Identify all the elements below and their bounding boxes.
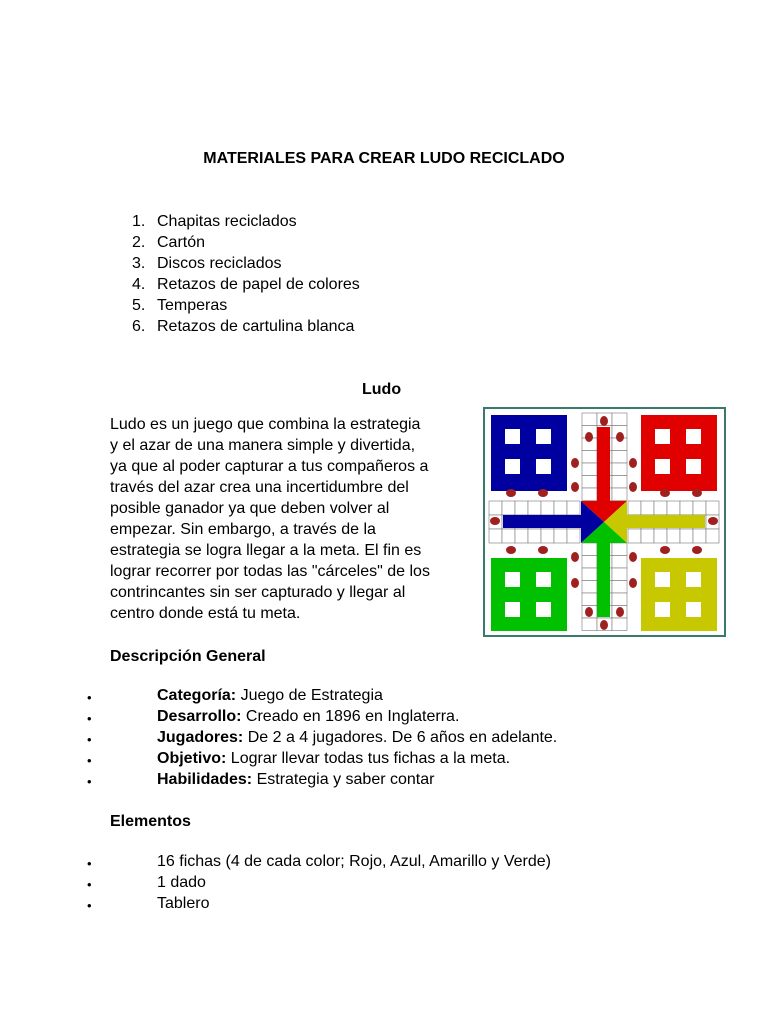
track-cell <box>706 529 719 543</box>
list-item: 1. Chapitas reciclados <box>132 213 297 230</box>
track-cell <box>667 501 680 515</box>
ludo-heading: Ludo <box>362 381 402 398</box>
list-item: Objetivo: Lograr llevar todas tus fichas a la meta. <box>157 750 511 767</box>
list-item: 2. Cartón <box>132 234 206 251</box>
elementos-heading: Elementos <box>110 813 191 830</box>
paragraph-line: posible ganador ya que deben volver al <box>110 500 390 517</box>
track-cell <box>612 556 627 569</box>
track-cell <box>582 463 597 476</box>
track-cell <box>582 581 597 594</box>
track-cell <box>489 529 502 543</box>
track-cell <box>612 581 627 594</box>
bullet-icon: • <box>87 753 92 768</box>
paragraph-line: estrategia se logra llegar a la meta. El fin es <box>110 542 422 559</box>
track-cell <box>612 618 627 631</box>
list-item: Desarrollo: Creado en 1896 en Inglaterra. <box>157 708 460 725</box>
track-cell <box>541 529 554 543</box>
track-cell <box>582 593 597 606</box>
track-cell <box>582 556 597 569</box>
blue-home <box>491 415 567 491</box>
track-cell <box>612 463 627 476</box>
track-cell <box>612 543 627 556</box>
list-item: 6. Retazos de cartulina blanca <box>132 318 355 335</box>
paragraph-line: Ludo es un juego que combina la estrategia <box>110 416 421 433</box>
track-cell <box>582 568 597 581</box>
list-item: Categoría: Juego de Estrategia <box>157 687 383 704</box>
track-cell <box>612 451 627 464</box>
bullet-icon: • <box>87 898 92 913</box>
track-cell <box>654 529 667 543</box>
descripcion-heading: Descripción General <box>110 648 266 665</box>
track-cell <box>582 451 597 464</box>
list-item: 16 fichas (4 de cada color; Rojo, Azul, Amarillo y Verde) <box>157 853 551 870</box>
list-item: 3. Discos reciclados <box>132 255 282 272</box>
track-cell <box>541 501 554 515</box>
list-item: 1 dado <box>157 874 206 891</box>
track-cell <box>628 529 641 543</box>
bullet-icon: • <box>87 774 92 789</box>
green-lane <box>597 539 610 617</box>
paragraph-line: y el azar de una manera simple y divertida, <box>110 437 416 454</box>
track-cell <box>628 501 641 515</box>
track-cell <box>693 529 706 543</box>
track-cell <box>502 529 515 543</box>
blue-lane <box>503 515 581 528</box>
track-cell <box>641 529 654 543</box>
track-cell <box>654 501 667 515</box>
track-cell <box>582 543 597 556</box>
track-cell <box>612 413 627 426</box>
track-cell <box>528 529 541 543</box>
list-item: 5. Temperas <box>132 297 228 314</box>
track-cell <box>706 501 719 515</box>
paragraph-line: través del azar crea una incertidumbre del <box>110 479 409 496</box>
yellow-home <box>641 558 717 631</box>
ludo-board-image <box>483 407 726 637</box>
list-item: Jugadores: De 2 a 4 jugadores. De 6 años en adelante. <box>157 729 558 746</box>
track-cell <box>667 529 680 543</box>
list-item: 4. Retazos de papel de colores <box>132 276 360 293</box>
bullet-icon: • <box>87 877 92 892</box>
list-item: Habilidades: Estrategia y saber contar <box>157 771 435 788</box>
track-cell <box>582 413 597 426</box>
bullet-icon: • <box>87 711 92 726</box>
yellow-lane <box>627 515 705 528</box>
track-cell <box>680 501 693 515</box>
bullet-icon: • <box>87 856 92 871</box>
track-cell <box>582 488 597 501</box>
track-cell <box>612 568 627 581</box>
track-cell <box>489 501 502 515</box>
track-cell <box>515 501 528 515</box>
track-cell <box>693 501 706 515</box>
red-home <box>641 415 717 491</box>
red-lane <box>597 427 610 505</box>
track-cell <box>515 529 528 543</box>
track-cell <box>502 501 515 515</box>
paragraph-line: contrincantes sin ser capturado y llegar al <box>110 584 406 601</box>
track-cell <box>567 529 580 543</box>
paragraph-line: lograr recorrer por todas las "cárceles" de los <box>110 563 430 580</box>
ludo-paragraph <box>110 414 475 624</box>
track-cell <box>554 529 567 543</box>
track-cell <box>567 501 580 515</box>
track-cell <box>582 618 597 631</box>
paragraph-line: empezar. Sin embargo, a través de la <box>110 521 376 538</box>
track-cell <box>641 501 654 515</box>
bullet-icon: • <box>87 690 92 705</box>
track-cell <box>612 593 627 606</box>
track-cell <box>680 529 693 543</box>
bullet-icon: • <box>87 732 92 747</box>
track-cell <box>612 488 627 501</box>
paragraph-line: ya que al poder capturar a tus compañeros a <box>110 458 429 475</box>
list-item: Tablero <box>157 895 210 912</box>
green-home <box>491 558 567 631</box>
track-cell <box>582 476 597 489</box>
document-title: MATERIALES PARA CREAR LUDO RECICLADO <box>203 150 565 167</box>
track-cell <box>528 501 541 515</box>
track-cell <box>612 476 627 489</box>
track-cell <box>554 501 567 515</box>
paragraph-line: centro donde está tu meta. <box>110 605 301 622</box>
